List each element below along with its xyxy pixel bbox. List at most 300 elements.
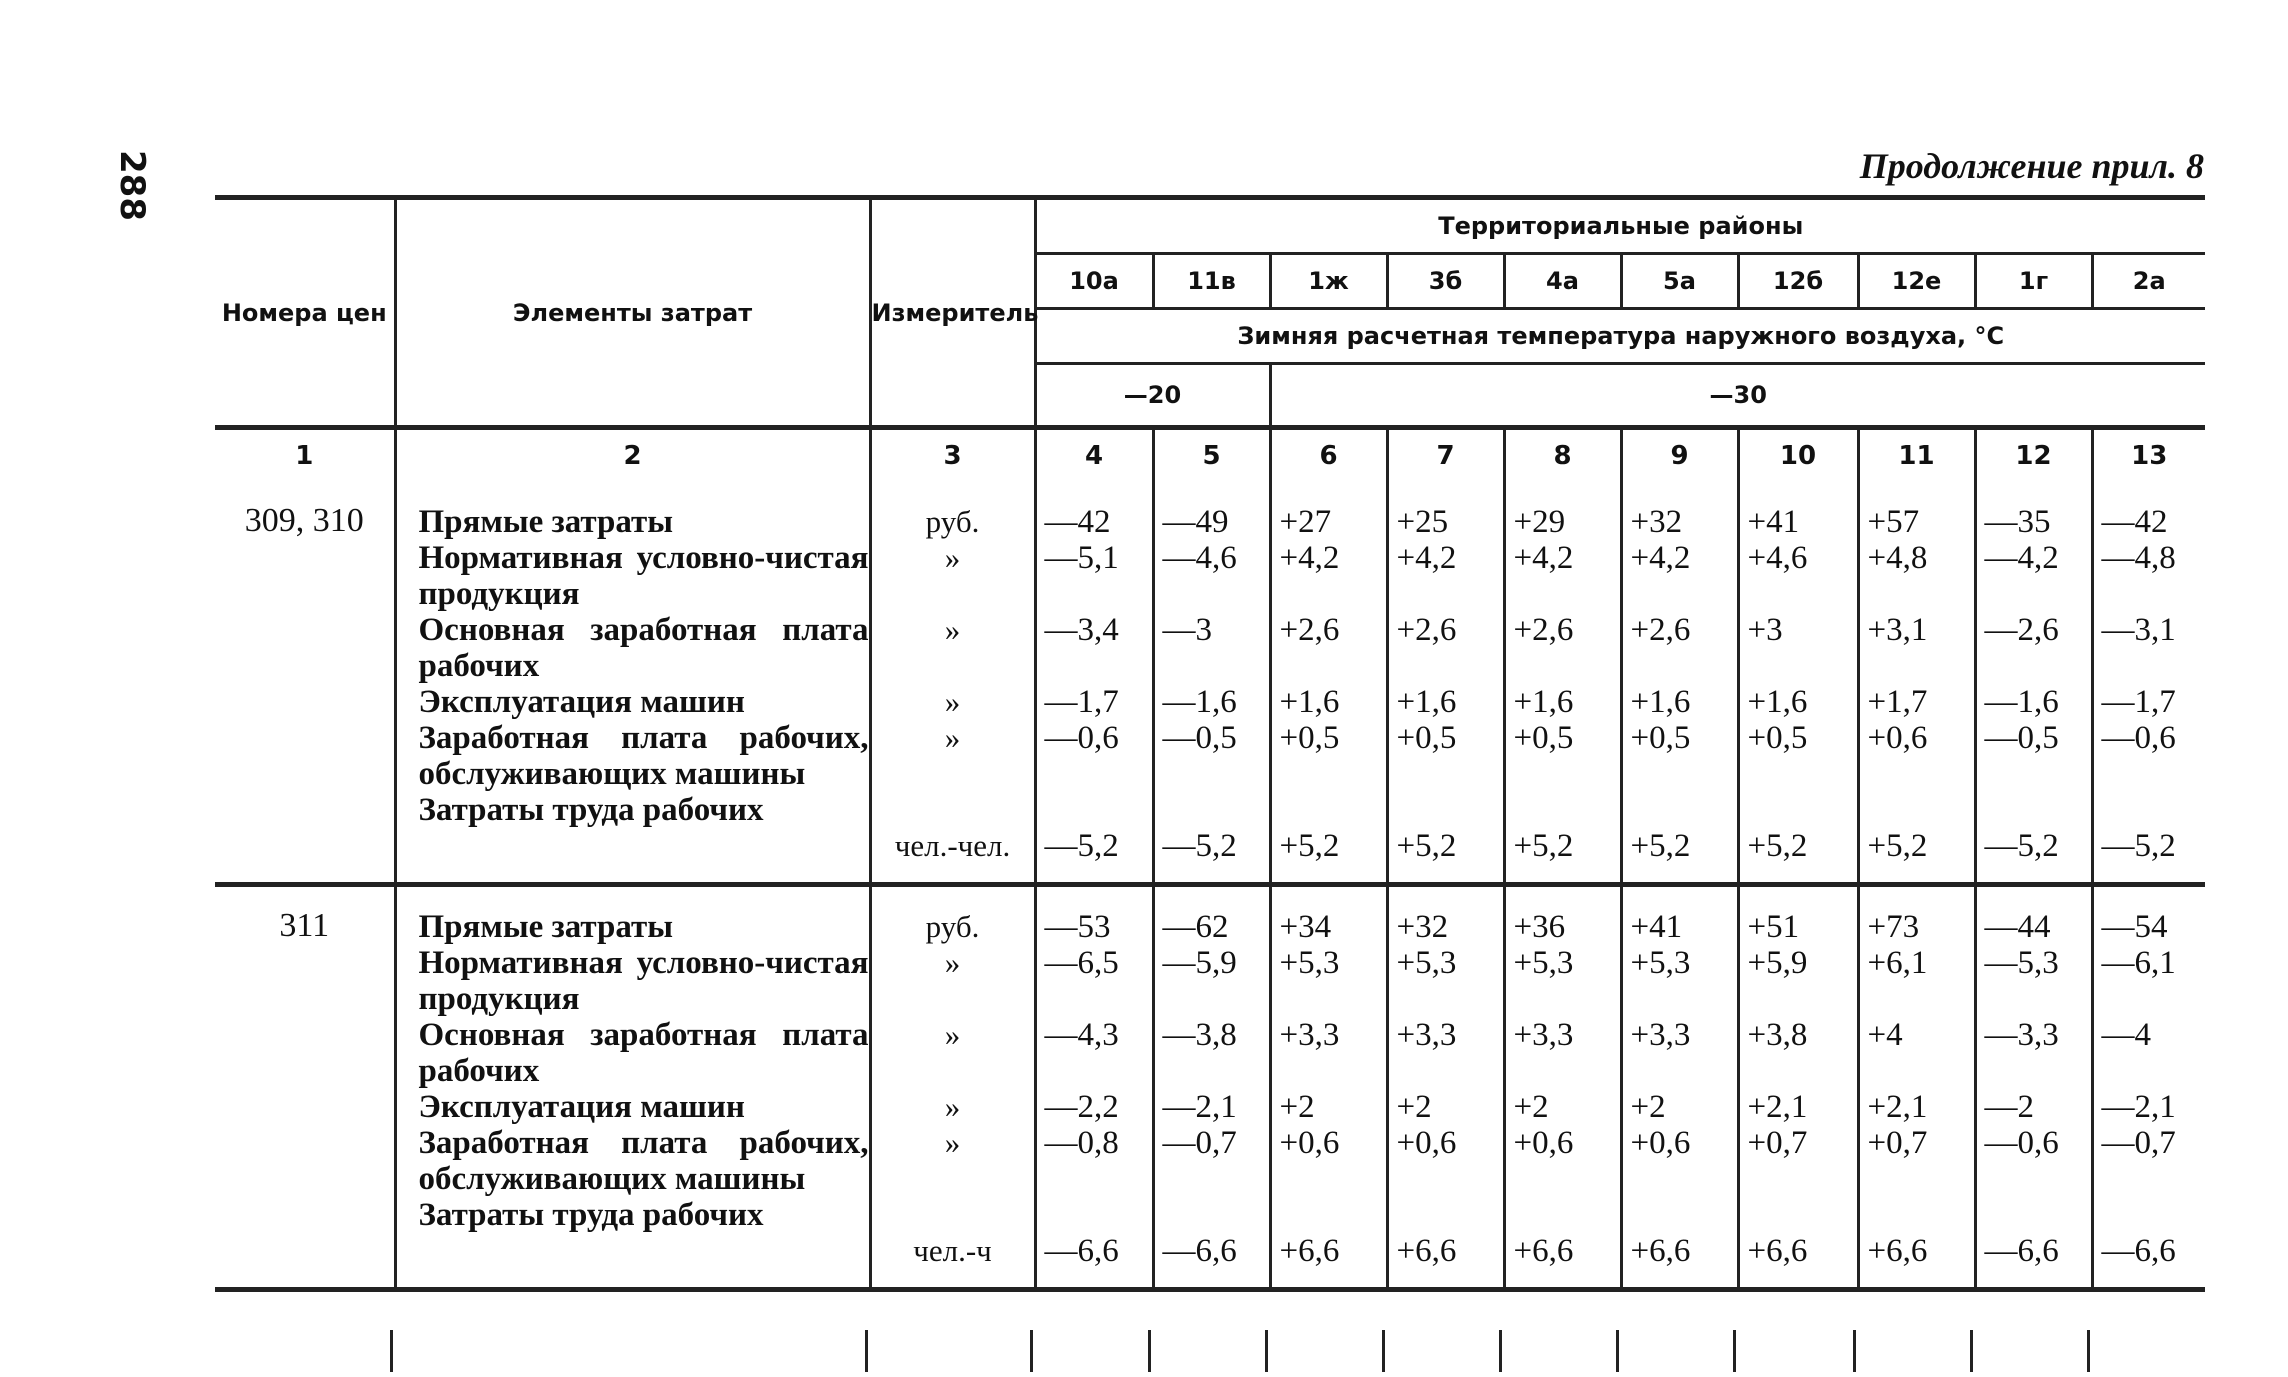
column-number: 12	[1975, 428, 2092, 483]
spacer	[1397, 1161, 1503, 1197]
value-cell: +2,6	[1513, 612, 1574, 648]
bottom-column-ticks	[215, 1330, 2205, 1375]
value-column	[2092, 482, 2205, 885]
spacer	[872, 1161, 1034, 1197]
value-column	[1035, 482, 1153, 885]
column-number: 2	[395, 428, 870, 483]
value-cell: —4,6	[1162, 540, 1237, 576]
spacer	[1868, 648, 1974, 684]
spacer	[1397, 576, 1503, 612]
tick	[1853, 1330, 1856, 1372]
value-cell: —6,6	[1984, 1233, 2059, 1269]
value-cell: +0,5	[1747, 720, 1808, 756]
elements-cell	[395, 482, 870, 885]
value-cell: —0,8	[1044, 1125, 1119, 1161]
spacer	[1397, 792, 1503, 828]
value-cell: +0,5	[1630, 720, 1691, 756]
value-cell: —0,7	[1162, 1125, 1237, 1161]
value-cell: +5,3	[1513, 945, 1574, 981]
tick	[865, 1330, 868, 1372]
unit-value: »	[944, 1125, 961, 1160]
tick	[1616, 1330, 1619, 1372]
header-temp-b: —30	[1270, 364, 2205, 428]
value-cell: +0,5	[1279, 720, 1340, 756]
spacer	[1397, 981, 1503, 1017]
header-price-numbers: Номера цен	[215, 198, 395, 428]
value-cell: +5,2	[1513, 828, 1574, 864]
value-cell: +0,7	[1747, 1125, 1808, 1161]
spacer	[1163, 981, 1269, 1017]
value-cell: +2,6	[1630, 612, 1691, 648]
value-cell: +5,9	[1747, 945, 1808, 981]
value-cell: —53	[1044, 909, 1111, 945]
value-column	[1387, 482, 1504, 885]
element-label: Основная заработная плата рабочих	[418, 1017, 869, 1089]
spacer	[1748, 1197, 1857, 1233]
table-bottom-rule	[215, 1290, 2205, 1293]
spacer	[1280, 648, 1386, 684]
cost-table	[215, 195, 2205, 1292]
value-cell: —4,8	[2101, 540, 2176, 576]
value-cell: —5,2	[1044, 828, 1119, 864]
tick	[1733, 1330, 1736, 1372]
spacer	[1985, 1197, 2091, 1233]
spacer	[1868, 1161, 1974, 1197]
unit-value: »	[944, 540, 961, 575]
value-cell: +5,2	[1630, 828, 1691, 864]
header-territorial: Территориальные районы	[1035, 198, 2205, 254]
column-number: 5	[1153, 428, 1270, 483]
value-cell: +3,8	[1747, 1017, 1808, 1053]
element-label: Прямые затраты	[418, 504, 674, 540]
spacer	[1045, 1053, 1152, 1089]
unit-cell	[870, 885, 1035, 1290]
value-cell: +2	[1396, 1089, 1432, 1125]
spacer	[1631, 1161, 1737, 1197]
value-cell: +6,6	[1867, 1233, 1928, 1269]
value-cell: +6,6	[1747, 1233, 1808, 1269]
value-column	[1387, 885, 1504, 1290]
value-cell: —0,6	[2101, 720, 2176, 756]
value-cell: —0,5	[1162, 720, 1237, 756]
value-cell: +3,3	[1513, 1017, 1574, 1053]
header-row-1	[215, 198, 2205, 254]
group-row	[215, 482, 2205, 885]
spacer	[1280, 1197, 1386, 1233]
spacer	[1631, 981, 1737, 1017]
value-cell: —35	[1984, 504, 2051, 540]
value-column	[1270, 885, 1387, 1290]
unit-value: чел.-ч	[913, 1233, 992, 1268]
page-number: 288	[112, 150, 152, 221]
column-number: 3	[870, 428, 1035, 483]
spacer	[1163, 648, 1269, 684]
value-cell: +36	[1513, 909, 1566, 945]
value-cell: —49	[1162, 504, 1229, 540]
spacer	[1748, 756, 1857, 792]
value-cell: —6,6	[2101, 1233, 2176, 1269]
value-cell: —1,6	[1984, 684, 2059, 720]
value-column	[1621, 885, 1738, 1290]
value-cell: —44	[1984, 909, 2051, 945]
spacer	[1868, 981, 1974, 1017]
unit-value: »	[944, 1089, 961, 1124]
spacer	[1045, 648, 1152, 684]
element-label: Основная заработная плата рабочих	[418, 612, 869, 684]
spacer	[1280, 792, 1386, 828]
value-cell: +2,6	[1279, 612, 1340, 648]
value-column	[1504, 482, 1621, 885]
value-cell: +51	[1747, 909, 1800, 945]
spacer	[1985, 981, 2091, 1017]
spacer	[1748, 792, 1857, 828]
unit-value: »	[944, 612, 961, 647]
value-cell: —0,6	[1984, 1125, 2059, 1161]
spacer	[1868, 1053, 1974, 1089]
value-column	[1270, 482, 1387, 885]
spacer	[872, 1053, 1034, 1089]
spacer	[1045, 576, 1152, 612]
tick	[1970, 1330, 1973, 1372]
value-cell: —1,6	[1162, 684, 1237, 720]
spacer	[1514, 1053, 1620, 1089]
element-label: Нормативная условно-чистая продукция	[418, 540, 869, 612]
spacer	[872, 981, 1034, 1017]
spacer	[1045, 792, 1152, 828]
value-cell: —2,6	[1984, 612, 2059, 648]
spacer	[2102, 1197, 2206, 1233]
value-cell: +73	[1867, 909, 1920, 945]
spacer	[1045, 1161, 1152, 1197]
value-cell: +1,6	[1747, 684, 1808, 720]
spacer	[1748, 1053, 1857, 1089]
value-cell: +41	[1747, 504, 1800, 540]
value-cell: —6,5	[1044, 945, 1119, 981]
region-header: 2а	[2092, 254, 2205, 309]
value-cell: +2	[1513, 1089, 1549, 1125]
unit-value: »	[944, 684, 961, 719]
spacer	[2102, 981, 2206, 1017]
spacer	[1631, 792, 1737, 828]
value-cell: —5,2	[1984, 828, 2059, 864]
value-cell: +0,5	[1513, 720, 1574, 756]
unit-value: руб.	[925, 504, 980, 539]
spacer	[1163, 576, 1269, 612]
tick	[390, 1330, 393, 1372]
value-column	[1153, 885, 1270, 1290]
spacer	[1748, 1161, 1857, 1197]
element-label: Эксплуатация машин	[418, 1089, 745, 1125]
table-bottom-cell	[215, 1290, 2205, 1293]
header-elements: Элементы затрат	[395, 198, 870, 428]
spacer	[1514, 1197, 1620, 1233]
value-cell: +5,3	[1279, 945, 1340, 981]
spacer	[1631, 756, 1737, 792]
value-cell: —42	[1044, 504, 1111, 540]
value-cell: +5,3	[1396, 945, 1457, 981]
spacer	[1868, 576, 1974, 612]
price-numbers: 309, 310	[244, 502, 364, 539]
spacer	[2102, 648, 2206, 684]
header-unit: Измеритель	[870, 198, 1035, 428]
value-cell: —3	[1162, 612, 1212, 648]
value-cell: +2,6	[1396, 612, 1457, 648]
value-cell: —5,1	[1044, 540, 1119, 576]
spacer	[1748, 981, 1857, 1017]
value-column	[1858, 885, 1975, 1290]
spacer	[2102, 576, 2206, 612]
column-number: 9	[1621, 428, 1738, 483]
value-cell: —1,7	[1044, 684, 1119, 720]
value-cell: —1,7	[2101, 684, 2176, 720]
spacer	[872, 756, 1034, 792]
tick	[2087, 1330, 2090, 1372]
spacer	[2102, 1053, 2206, 1089]
value-cell: +0,6	[1279, 1125, 1340, 1161]
value-cell: +5,2	[1867, 828, 1928, 864]
region-header: 10а	[1035, 254, 1153, 309]
spacer	[872, 576, 1034, 612]
value-column	[1975, 482, 2092, 885]
value-column	[2092, 885, 2205, 1290]
value-cell: +6,6	[1396, 1233, 1457, 1269]
unit-value: »	[944, 1017, 961, 1052]
value-cell: —4,2	[1984, 540, 2059, 576]
spacer	[1280, 756, 1386, 792]
value-cell: —54	[2101, 909, 2168, 945]
spacer	[1985, 756, 2091, 792]
spacer	[872, 648, 1034, 684]
spacer	[1514, 576, 1620, 612]
value-cell: +3	[1747, 612, 1783, 648]
value-cell: —2	[1984, 1089, 2034, 1125]
tick	[1030, 1330, 1033, 1372]
spacer	[1280, 1053, 1386, 1089]
spacer	[1985, 1053, 2091, 1089]
value-column	[1858, 482, 1975, 885]
element-label: Заработная плата рабочих, обслуживающих машины	[418, 720, 869, 792]
spacer	[1868, 756, 1974, 792]
element-label: Прямые затраты	[418, 909, 674, 945]
spacer	[1163, 792, 1269, 828]
tick	[1499, 1330, 1502, 1372]
value-cell: +0,6	[1867, 720, 1928, 756]
spacer	[1163, 756, 1269, 792]
region-header: 12б	[1738, 254, 1858, 309]
value-cell: +1,6	[1630, 684, 1691, 720]
spacer	[1514, 792, 1620, 828]
value-cell: —6,1	[2101, 945, 2176, 981]
value-cell: +6,6	[1630, 1233, 1691, 1269]
value-cell: —4,3	[1044, 1017, 1119, 1053]
spacer	[872, 1197, 1034, 1233]
spacer	[1397, 1197, 1503, 1233]
value-cell: +6,6	[1513, 1233, 1574, 1269]
spacer	[1985, 576, 2091, 612]
value-cell: +4,8	[1867, 540, 1928, 576]
column-number: 1	[215, 428, 395, 483]
unit-value: »	[944, 945, 961, 980]
value-cell: —5,2	[1162, 828, 1237, 864]
spacer	[1748, 576, 1857, 612]
spacer	[1868, 792, 1974, 828]
value-cell: +3,3	[1279, 1017, 1340, 1053]
value-column	[1621, 482, 1738, 885]
value-cell: +3,3	[1630, 1017, 1691, 1053]
value-cell: +0,6	[1396, 1125, 1457, 1161]
value-cell: +4,2	[1630, 540, 1691, 576]
spacer	[1163, 1197, 1269, 1233]
column-number: 11	[1858, 428, 1975, 483]
region-header: 12е	[1858, 254, 1975, 309]
price-numbers: 311	[215, 885, 395, 1290]
spacer	[2102, 756, 2206, 792]
value-cell: +4,2	[1396, 540, 1457, 576]
spacer	[1397, 648, 1503, 684]
value-cell: —5,3	[1984, 945, 2059, 981]
value-cell: +5,2	[1396, 828, 1457, 864]
value-cell: +2	[1630, 1089, 1666, 1125]
elements-cell	[395, 885, 870, 1290]
value-cell: —5,2	[2101, 828, 2176, 864]
value-cell: —5,9	[1162, 945, 1237, 981]
region-header: 1ж	[1270, 254, 1387, 309]
spacer	[1985, 1161, 2091, 1197]
spacer	[1631, 576, 1737, 612]
spacer	[1280, 1161, 1386, 1197]
spacer	[872, 792, 1034, 828]
header-temperature: Зимняя расчетная температура наружного воздуха, °С	[1035, 309, 2205, 364]
value-cell: —3,1	[2101, 612, 2176, 648]
value-cell: +32	[1396, 909, 1449, 945]
value-cell: —42	[2101, 504, 2168, 540]
value-cell: —2,1	[2101, 1089, 2176, 1125]
value-cell: +25	[1396, 504, 1449, 540]
value-cell: +27	[1279, 504, 1332, 540]
element-label: Заработная плата рабочих, обслуживающих машины	[418, 1125, 869, 1197]
value-column	[1975, 885, 2092, 1290]
value-cell: +34	[1279, 909, 1332, 945]
value-cell: —4	[2101, 1017, 2151, 1053]
value-cell: +5,2	[1747, 828, 1808, 864]
column-number: 8	[1504, 428, 1621, 483]
spacer	[1514, 756, 1620, 792]
spacer	[1514, 981, 1620, 1017]
value-cell: +29	[1513, 504, 1566, 540]
header-temp-a: —20	[1035, 364, 1270, 428]
value-cell: +1,7	[1867, 684, 1928, 720]
spacer	[1514, 1161, 1620, 1197]
column-numbers-row	[215, 428, 2205, 483]
unit-value: чел.-чел.	[894, 828, 1011, 863]
value-cell: +0,6	[1630, 1125, 1691, 1161]
spacer	[1163, 1161, 1269, 1197]
value-cell: +0,7	[1867, 1125, 1928, 1161]
unit-value: руб.	[925, 909, 980, 944]
element-label: Затраты труда рабочих	[418, 1197, 764, 1233]
spacer	[1514, 648, 1620, 684]
spacer	[1868, 1197, 1974, 1233]
tick	[1148, 1330, 1151, 1372]
value-cell: +6,1	[1867, 945, 1928, 981]
value-cell: +0,5	[1396, 720, 1457, 756]
value-cell: +2,1	[1867, 1089, 1928, 1125]
value-cell: +3,1	[1867, 612, 1928, 648]
spacer	[1397, 1053, 1503, 1089]
spacer	[1045, 1197, 1152, 1233]
value-cell: —62	[1162, 909, 1229, 945]
value-cell: +6,6	[1279, 1233, 1340, 1269]
value-cell: +5,2	[1279, 828, 1340, 864]
value-column	[1153, 482, 1270, 885]
value-cell: +32	[1630, 504, 1683, 540]
spacer	[1985, 792, 2091, 828]
spacer	[1631, 648, 1737, 684]
region-header: 4а	[1504, 254, 1621, 309]
value-cell: +2,1	[1747, 1089, 1808, 1125]
region-header: 5а	[1621, 254, 1738, 309]
region-header: 1г	[1975, 254, 2092, 309]
group-row	[215, 885, 2205, 1290]
value-cell: +4,2	[1513, 540, 1574, 576]
spacer	[1163, 1053, 1269, 1089]
value-column	[1035, 885, 1153, 1290]
spacer	[1631, 1053, 1737, 1089]
column-number: 13	[2092, 428, 2205, 483]
value-cell: +5,3	[1630, 945, 1691, 981]
value-cell: —2,1	[1162, 1089, 1237, 1125]
tick	[1382, 1330, 1385, 1372]
column-number: 10	[1738, 428, 1858, 483]
value-cell: —0,7	[2101, 1125, 2176, 1161]
value-column	[1738, 482, 1858, 885]
value-cell: +0,6	[1513, 1125, 1574, 1161]
region-header: 3б	[1387, 254, 1504, 309]
column-number: 4	[1035, 428, 1153, 483]
value-cell: —6,6	[1044, 1233, 1119, 1269]
spacer	[1748, 648, 1857, 684]
value-cell: —3,4	[1044, 612, 1119, 648]
region-header: 11в	[1153, 254, 1270, 309]
spacer	[2102, 1161, 2206, 1197]
value-cell: —3,8	[1162, 1017, 1237, 1053]
value-cell: —0,5	[1984, 720, 2059, 756]
value-cell: —2,2	[1044, 1089, 1119, 1125]
element-label: Эксплуатация машин	[418, 684, 745, 720]
value-cell: —3,3	[1984, 1017, 2059, 1053]
value-column	[1504, 885, 1621, 1290]
element-label: Затраты труда рабочих	[418, 792, 764, 828]
value-cell: —0,6	[1044, 720, 1119, 756]
value-cell: +57	[1867, 504, 1920, 540]
element-label: Нормативная условно-чистая продукция	[418, 945, 869, 1017]
spacer	[1045, 981, 1152, 1017]
column-number: 6	[1270, 428, 1387, 483]
column-number: 7	[1387, 428, 1504, 483]
value-cell: +3,3	[1396, 1017, 1457, 1053]
value-column	[1738, 885, 1858, 1290]
value-cell: +4,2	[1279, 540, 1340, 576]
value-cell: +1,6	[1279, 684, 1340, 720]
spacer	[1280, 576, 1386, 612]
value-cell: +41	[1630, 909, 1683, 945]
value-cell: —6,6	[1162, 1233, 1237, 1269]
spacer	[1631, 1197, 1737, 1233]
continuation-caption: Продолжение прил. 8	[1859, 146, 2204, 186]
unit-value: »	[944, 720, 961, 755]
spacer	[1397, 756, 1503, 792]
spacer	[1045, 756, 1152, 792]
